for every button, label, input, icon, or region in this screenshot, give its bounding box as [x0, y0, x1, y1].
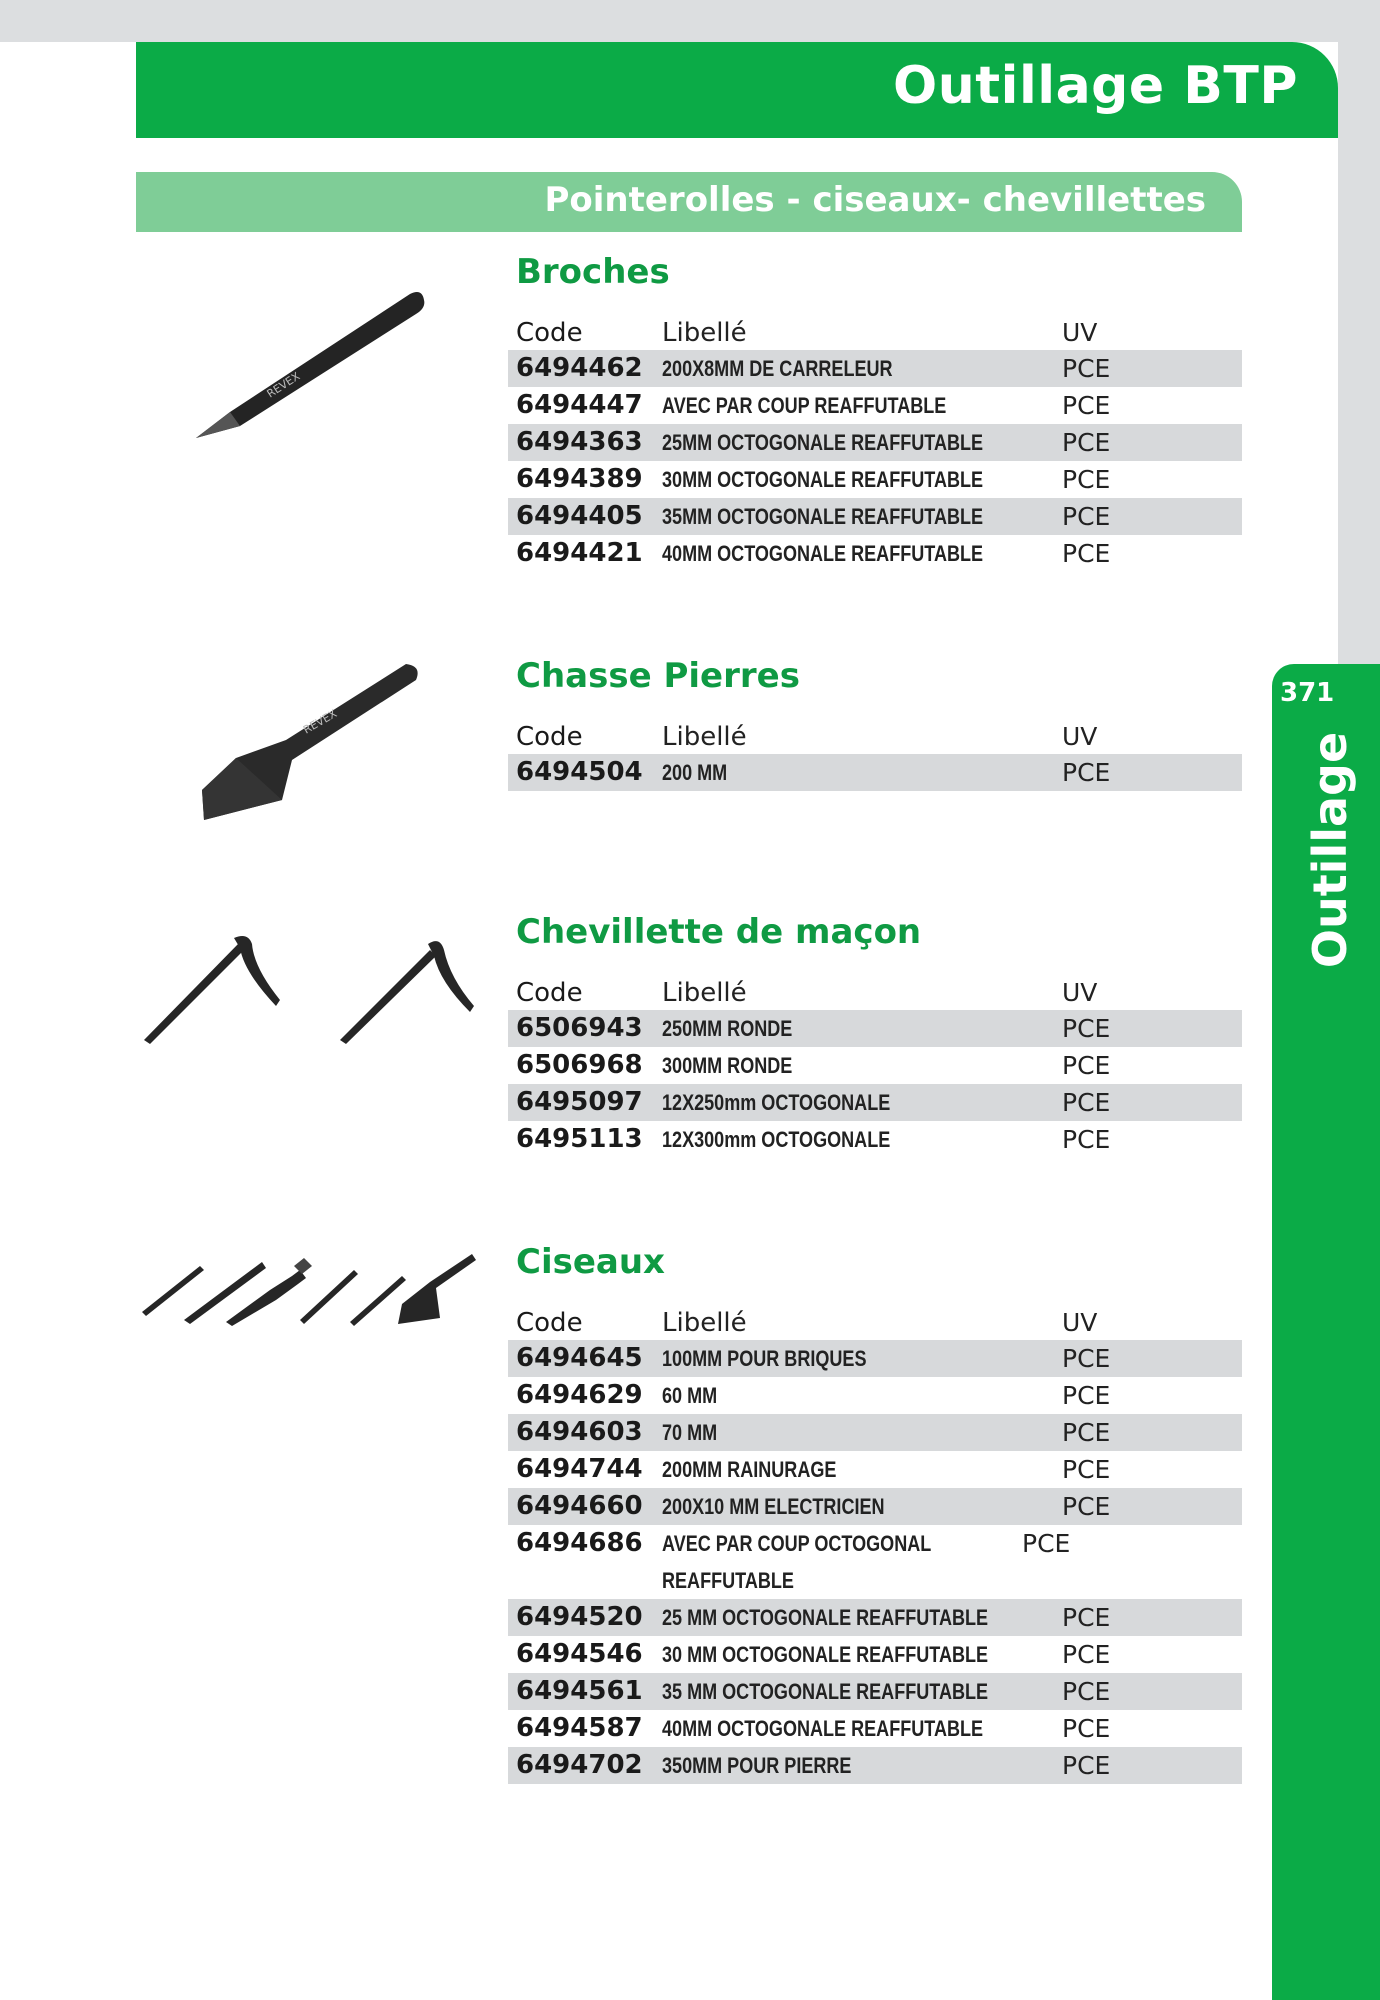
product-label: 200MM RAINURAGE [662, 1457, 837, 1482]
table-header [508, 976, 1242, 1010]
product-label: 30 MM OCTOGONALE REAFFUTABLE [662, 1642, 989, 1667]
col-code-header: Code [516, 1308, 583, 1338]
table-row [508, 1710, 1242, 1747]
product-code: 6494744 [516, 1454, 643, 1484]
product-label: 200 MM [662, 760, 728, 785]
product-label: 350MM POUR PIERRE [662, 1753, 852, 1778]
product-label: 35MM OCTOGONALE REAFFUTABLE [662, 504, 984, 529]
table-row [508, 1636, 1242, 1673]
product-label: 100MM POUR BRIQUES [662, 1346, 867, 1371]
product-unit: PCE [1062, 539, 1111, 568]
product-unit: PCE [1062, 354, 1111, 383]
col-uv-header: UV [1062, 978, 1098, 1007]
col-code-header: Code [516, 722, 583, 752]
side-tab-label: Outillage [1303, 731, 1357, 969]
table-row [508, 754, 1242, 791]
section-title: Broches [516, 252, 670, 292]
product-code: 6494389 [516, 464, 643, 494]
product-unit: PCE [1062, 428, 1111, 457]
product-code: 6506943 [516, 1013, 643, 1043]
product-unit: PCE [1062, 758, 1111, 787]
section-chasse-pierres [508, 654, 1242, 791]
table-row [508, 461, 1242, 498]
product-label: AVEC PAR COUP OCTOGONAL REAFFUTABLE [662, 1531, 931, 1593]
product-code: 6494587 [516, 1713, 643, 1743]
table-row [508, 1047, 1242, 1084]
product-label: 25MM OCTOGONALE REAFFUTABLE [662, 430, 984, 455]
table-row [508, 350, 1242, 387]
page-number: 371 [1280, 678, 1335, 708]
product-unit: PCE [1062, 1677, 1111, 1706]
svg-text:REVEX: REVEX [301, 707, 340, 737]
table-row [508, 535, 1242, 572]
product-unit: PCE [1062, 465, 1111, 494]
col-libelle-header: Libellé [662, 318, 747, 348]
section-ciseaux [508, 1240, 1242, 1784]
col-uv-header: UV [1062, 722, 1098, 751]
table-row [508, 1121, 1242, 1158]
col-libelle-header: Libellé [662, 978, 747, 1008]
product-unit: PCE [1022, 1529, 1071, 1558]
table-row [508, 1010, 1242, 1047]
product-label: 35 MM OCTOGONALE REAFFUTABLE [662, 1679, 989, 1704]
product-unit: PCE [1062, 1640, 1111, 1669]
product-unit: PCE [1062, 391, 1111, 420]
product-unit: PCE [1062, 1603, 1111, 1632]
product-code: 6494702 [516, 1750, 643, 1780]
product-unit: PCE [1062, 1051, 1111, 1080]
product-unit: PCE [1062, 1125, 1111, 1154]
product-code: 6494363 [516, 427, 643, 457]
product-unit: PCE [1062, 1751, 1111, 1780]
product-unit: PCE [1062, 1418, 1111, 1447]
table-header [508, 316, 1242, 350]
table-row [508, 387, 1242, 424]
section-chevillette [508, 910, 1242, 1158]
chevillette-image [140, 928, 480, 1048]
table-row [508, 1084, 1242, 1121]
col-uv-header: UV [1062, 318, 1098, 347]
product-label: 40MM OCTOGONALE REAFFUTABLE [662, 1716, 984, 1741]
table-row [508, 1451, 1242, 1488]
subtitle: Pointerolles - ciseaux- chevillettes [544, 180, 1206, 220]
product-label: 12X250mm OCTOGONALE [662, 1090, 891, 1115]
product-label: 30MM OCTOGONALE REAFFUTABLE [662, 467, 984, 492]
product-code: 6494561 [516, 1676, 643, 1706]
section-broches [508, 250, 1242, 572]
product-label: 25 MM OCTOGONALE REAFFUTABLE [662, 1605, 989, 1630]
product-code: 6495113 [516, 1124, 643, 1154]
broche-image [190, 286, 430, 446]
col-code-header: Code [516, 978, 583, 1008]
table-row [508, 1377, 1242, 1414]
product-unit: PCE [1062, 1492, 1111, 1521]
page-title: Outillage BTP [893, 56, 1298, 116]
product-code: 6506968 [516, 1050, 643, 1080]
product-code: 6494629 [516, 1380, 643, 1410]
product-code: 6494462 [516, 353, 643, 383]
product-unit: PCE [1062, 1088, 1111, 1117]
table-header [508, 720, 1242, 754]
col-libelle-header: Libellé [662, 1308, 747, 1338]
product-label: 300MM RONDE [662, 1053, 793, 1078]
product-label: 12X300mm OCTOGONALE [662, 1127, 891, 1152]
product-label: 250MM RONDE [662, 1016, 793, 1041]
product-code: 6495097 [516, 1087, 643, 1117]
product-unit: PCE [1062, 502, 1111, 531]
product-code: 6494686 [516, 1528, 643, 1558]
table-row [508, 1340, 1242, 1377]
top-margin-strip [0, 0, 1380, 42]
product-code: 6494660 [516, 1491, 643, 1521]
product-label: AVEC PAR COUP REAFFUTABLE [662, 393, 947, 418]
product-unit: PCE [1062, 1014, 1111, 1043]
table-row [508, 1599, 1242, 1636]
table-row [508, 1525, 1242, 1599]
product-unit: PCE [1062, 1714, 1111, 1743]
product-label: 40MM OCTOGONALE REAFFUTABLE [662, 541, 984, 566]
section-title: Chevillette de maçon [516, 912, 922, 952]
subtitle-bar [136, 172, 1242, 232]
product-code: 6494520 [516, 1602, 643, 1632]
section-title: Ciseaux [516, 1242, 665, 1282]
product-code: 6494447 [516, 390, 643, 420]
col-uv-header: UV [1062, 1308, 1098, 1337]
table-row [508, 498, 1242, 535]
section-title: Chasse Pierres [516, 656, 800, 696]
product-code: 6494504 [516, 757, 643, 787]
product-label: 70 MM [662, 1420, 718, 1445]
chasse-pierres-image [196, 660, 426, 830]
product-code: 6494603 [516, 1417, 643, 1447]
product-code: 6494645 [516, 1343, 643, 1373]
side-tab [1272, 664, 1380, 2000]
col-code-header: Code [516, 318, 583, 348]
table-row [508, 1747, 1242, 1784]
product-label: 200X8MM DE CARRELEUR [662, 356, 893, 381]
table-row [508, 1414, 1242, 1451]
product-code: 6494405 [516, 501, 643, 531]
product-unit: PCE [1062, 1344, 1111, 1373]
product-unit: PCE [1062, 1455, 1111, 1484]
table-row [508, 424, 1242, 461]
product-unit: PCE [1062, 1381, 1111, 1410]
col-libelle-header: Libellé [662, 722, 747, 752]
product-code: 6494546 [516, 1639, 643, 1669]
table-row [508, 1673, 1242, 1710]
table-row [508, 1488, 1242, 1525]
product-label: 60 MM [662, 1383, 718, 1408]
product-code: 6494421 [516, 538, 643, 568]
svg-text:REVEX: REVEX [264, 369, 303, 401]
ciseaux-image [140, 1248, 480, 1328]
page-title-bar [136, 42, 1338, 138]
table-header [508, 1306, 1242, 1340]
product-label: 200X10 MM ELECTRICIEN [662, 1494, 885, 1519]
